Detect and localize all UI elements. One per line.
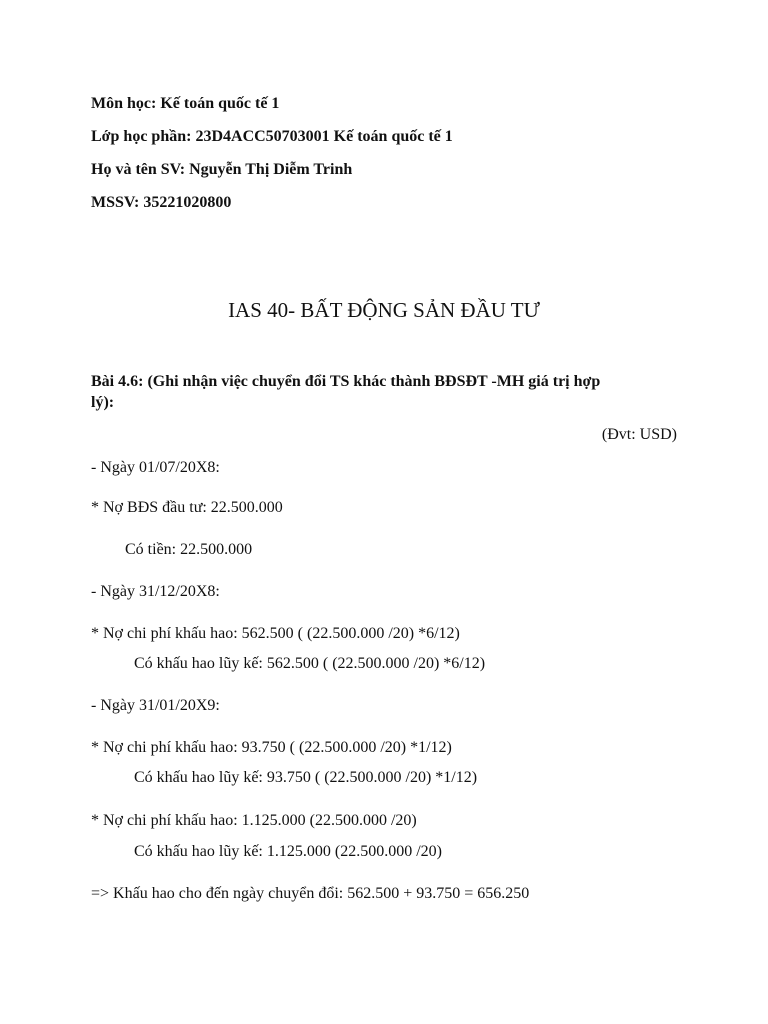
class-section-line: Lớp học phần: 23D4ACC50703001 Kế toán quốc tế 1: [91, 128, 453, 145]
debit-entry-2: * Nợ chi phí khấu hao: 562.500 ( (22.500.000 /20) *6/12): [91, 625, 460, 642]
student-id-line: MSSV: 35221020800: [91, 194, 232, 211]
credit-entry-4: Có khấu hao lũy kế: 1.125.000 (22.500.000 /20): [134, 843, 442, 860]
page-title: IAS 40- BẤT ĐỘNG SẢN ĐẦU TƯ: [228, 298, 540, 322]
unit-note: (Đvt: USD): [601, 426, 677, 443]
credit-entry-3: Có khấu hao lũy kế: 93.750 ( (22.500.000 /20) *1/12): [134, 769, 478, 786]
date-entry-2: - Ngày 31/12/20X8:: [91, 583, 220, 600]
debit-entry-1: * Nợ BĐS đầu tư: 22.500.000: [91, 499, 283, 516]
student-name-line: Họ và tên SV: Nguyễn Thị Diễm Trinh: [91, 161, 353, 178]
date-entry-1: - Ngày 01/07/20X8:: [91, 459, 220, 476]
exercise-heading-line1: Bài 4.6: (Ghi nhận việc chuyển đổi TS khác thành BĐSĐT -MH giá trị hợp: [91, 373, 601, 390]
credit-entry-1: Có tiền: 22.500.000: [125, 541, 253, 558]
credit-entry-2: Có khấu hao lũy kế: 562.500 ( (22.500.000 /20) *6/12): [134, 655, 486, 672]
debit-entry-3: * Nợ chi phí khấu hao: 93.750 ( (22.500.000 /20) *1/12): [91, 739, 452, 756]
subject-line: Môn học: Kế toán quốc tế 1: [91, 95, 280, 112]
exercise-heading-line2: lý):: [91, 394, 115, 411]
conclusion-line: => Khấu hao cho đến ngày chuyển đổi: 562.500 + 93.750 = 656.250: [91, 885, 530, 902]
debit-entry-4: * Nợ chi phí khấu hao: 1.125.000 (22.500.000 /20): [91, 812, 417, 829]
date-entry-3: - Ngày 31/01/20X9:: [91, 697, 220, 714]
